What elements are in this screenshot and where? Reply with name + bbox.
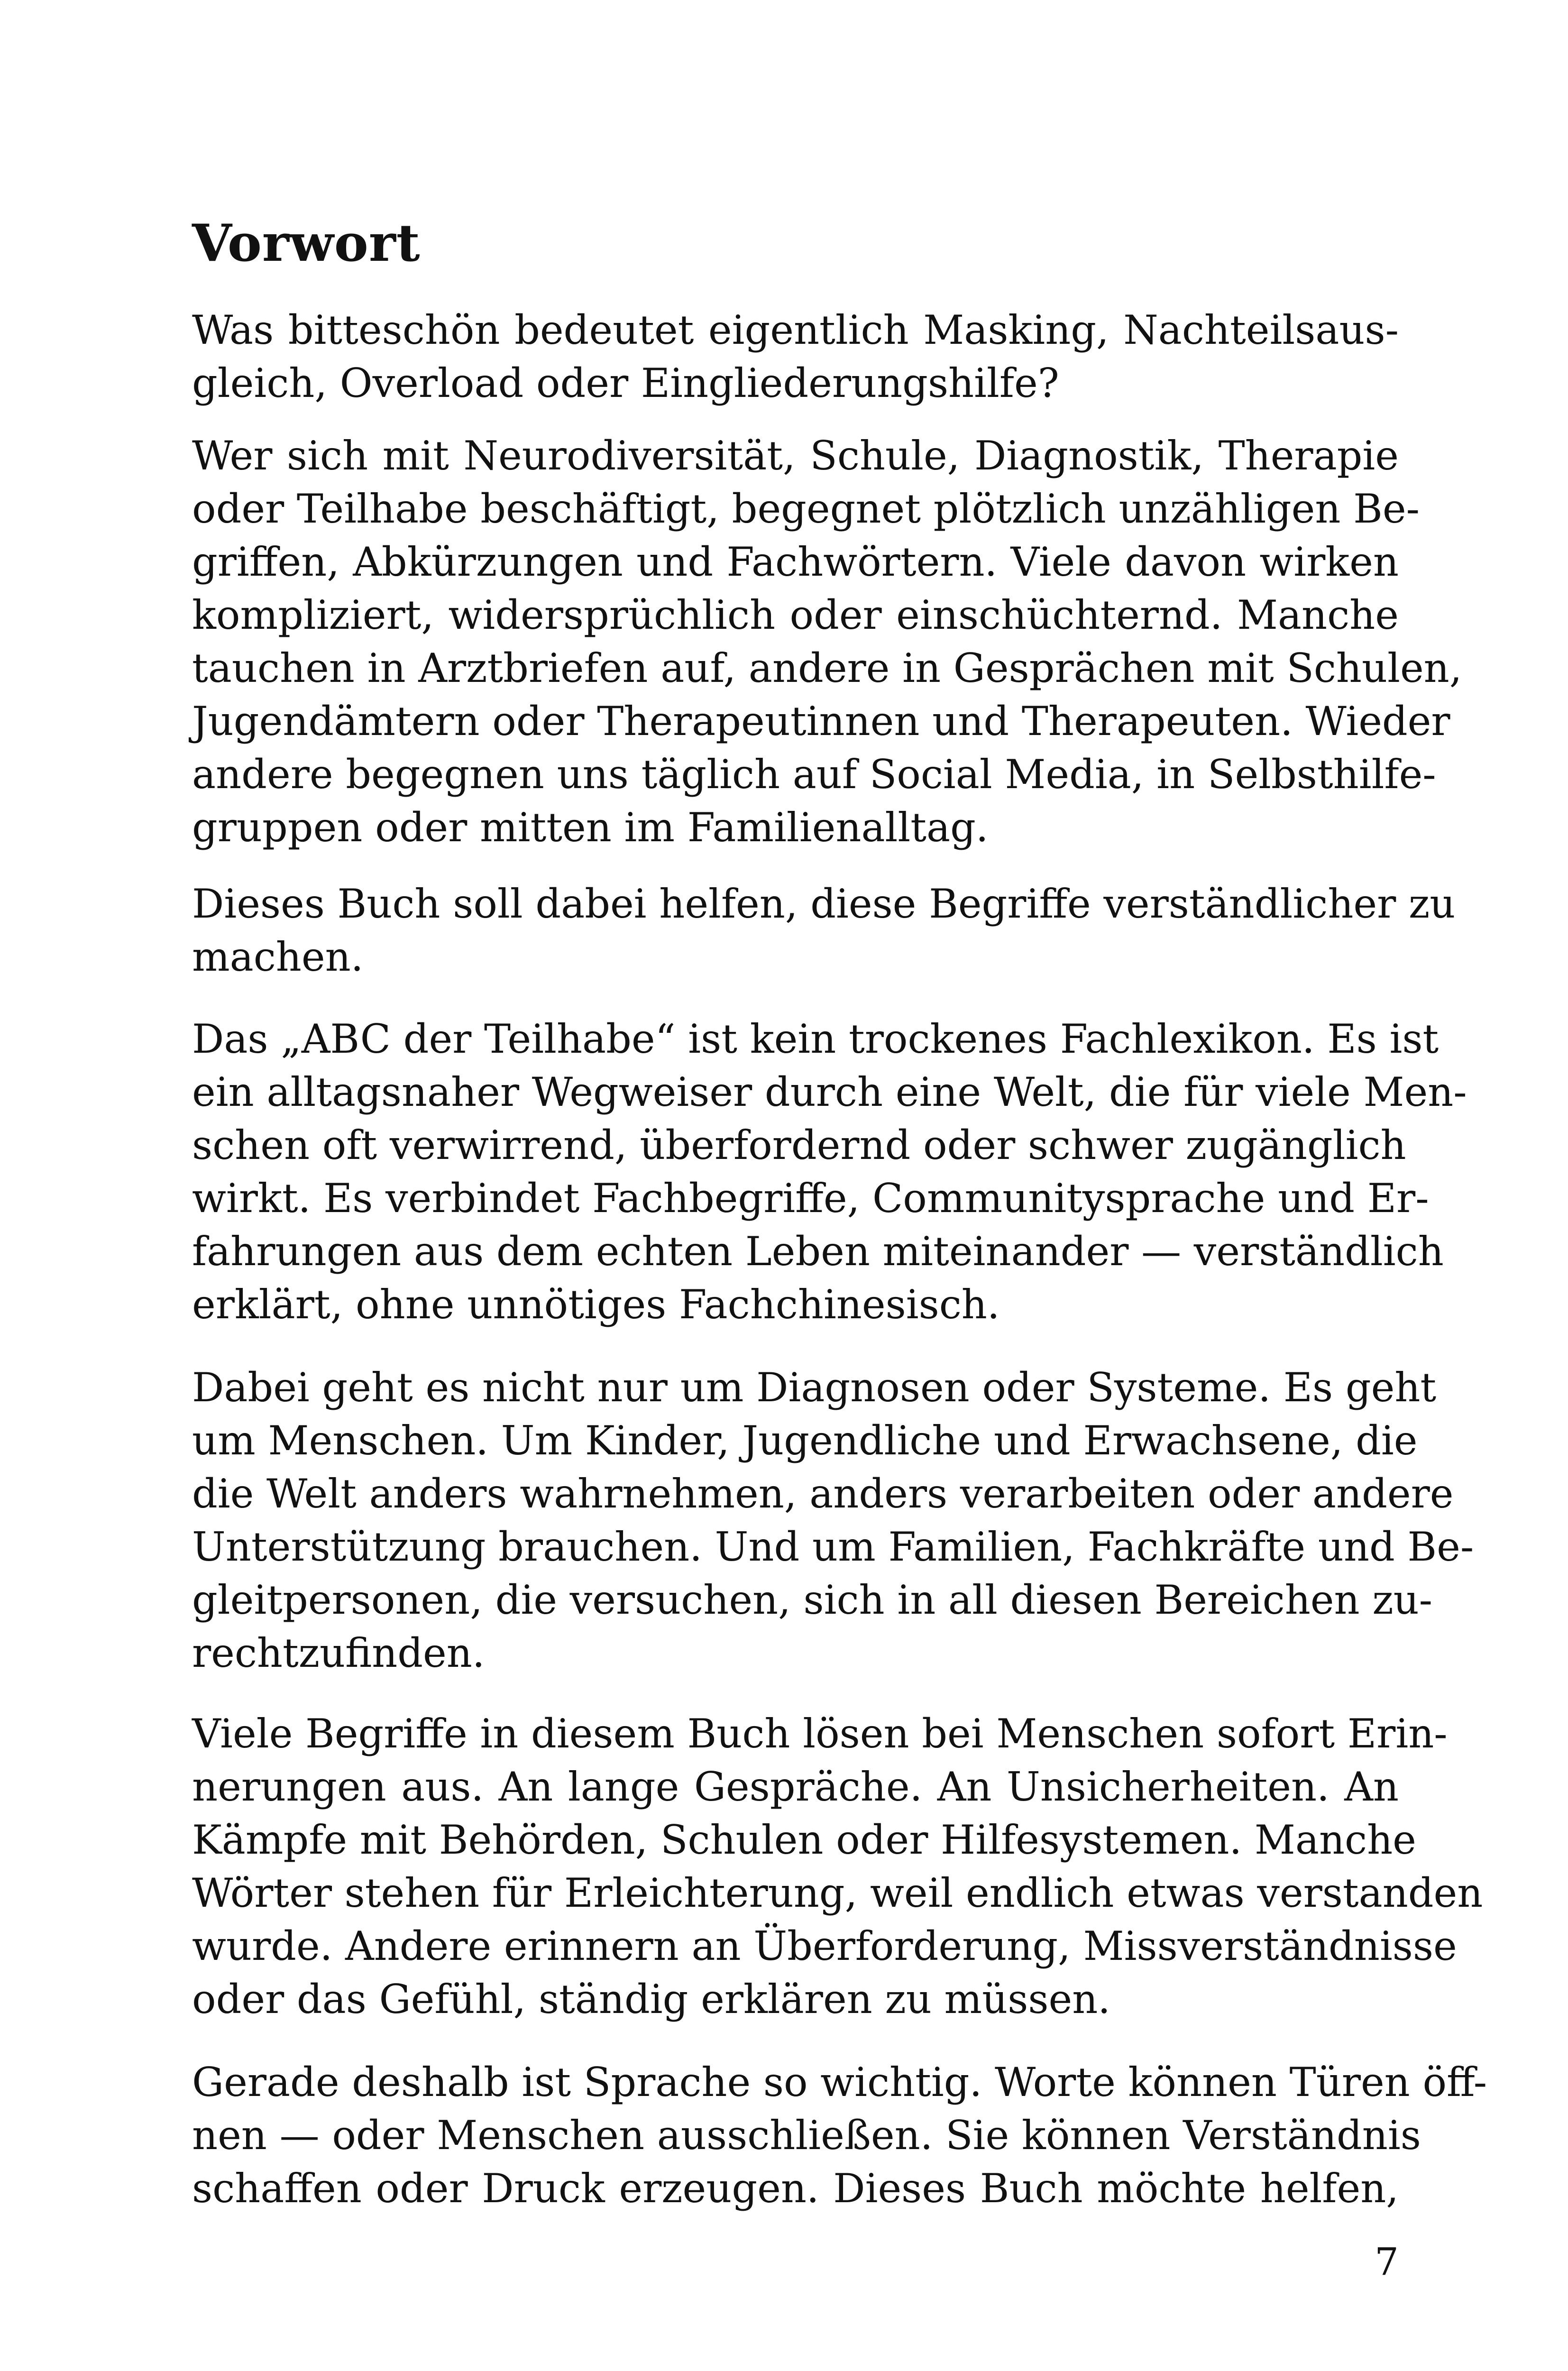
text-line: wirkt. Es verbindet Fachbegriffe, Communitysprache und Er- [192, 1175, 1429, 1222]
text-line: Unterstützung brauchen. Und um Familien, Fachkräfte und Be- [192, 1524, 1474, 1570]
text-line: gleitpersonen, die versuchen, sich in all diesen Bereichen zu- [192, 1577, 1433, 1623]
text-line: schaffen oder Druck erzeugen. Dieses Buch möchte helfen, [192, 2165, 1399, 2212]
text-line: wurde. Andere erinnern an Überforderung, Missverständnisse [192, 1923, 1457, 1969]
text-line: nerungen aus. An lange Gespräche. An Unsicherheiten. An [192, 1764, 1399, 1810]
text-line: Jugendämtern oder Therapeutinnen und Therapeuten. Wieder [192, 698, 1450, 744]
text-line: Dabei geht es nicht nur um Diagnosen oder Systeme. Es geht [192, 1364, 1437, 1411]
text-line: Wörter stehen für Erleichterung, weil endlich etwas verstanden [192, 1870, 1483, 1916]
text-line: um Menschen. Um Kinder, Jugendliche und Erwachsene, die [192, 1417, 1418, 1464]
text-line: Kämpfe mit Behörden, Schulen oder Hilfesystemen. Manche [192, 1817, 1416, 1863]
text-line: ein alltagsnaher Wegweiser durch eine Welt, die für viele Men- [192, 1069, 1467, 1115]
text-line: kompliziert, widersprüchlich oder einschüchternd. Manche [192, 592, 1399, 638]
text-line: Wer sich mit Neurodiversität, Schule, Diagnostik, Therapie [192, 432, 1399, 479]
text-line: gleich, Overload oder Eingliederungshilfe? [192, 360, 1059, 406]
text-line: gruppen oder mitten im Familienalltag. [192, 804, 989, 851]
paragraph-language-importance [192, 2056, 1487, 2215]
paragraph-book-purpose [192, 877, 1456, 983]
text-line: oder Teilhabe beschäftigt, begegnet plötzlich unzähligen Be- [192, 486, 1420, 532]
text-line: Gerade deshalb ist Sprache so wichtig. Worte können Türen öff- [192, 2059, 1487, 2105]
paragraph-intro-question [192, 303, 1399, 410]
text-line: machen. [192, 934, 364, 980]
page-number: 7 [1375, 2240, 1399, 2284]
text-line: die Welt anders wahrnehmen, anders verarbeiten oder andere [192, 1470, 1454, 1517]
text-line: fahrungen aus dem echten Leben miteinander — verständlich [192, 1228, 1444, 1275]
paragraph-terminology-context [192, 429, 1462, 854]
text-line: erklärt, ohne unnötiges Fachchinesisch. [192, 1281, 1000, 1328]
text-line: nen — oder Menschen ausschließen. Sie können Verständnis [192, 2112, 1421, 2159]
text-line: andere begegnen uns täglich auf Social Media, in Selbsthilfe- [192, 751, 1436, 798]
text-line: Was bitteschön bedeutet eigentlich Masking, Nachteilsaus- [192, 307, 1399, 353]
text-line: Das „ABC der Teilhabe“ ist kein trockenes Fachlexikon. Es ist [192, 1016, 1439, 1062]
paragraph-memories [192, 1707, 1483, 2026]
text-line: schen oft verwirrend, überfordernd oder schwer zugänglich [192, 1122, 1406, 1168]
paragraph-abc-description [192, 1012, 1467, 1331]
page-title: Vorwort [192, 213, 421, 273]
text-line: griffen, Abkürzungen und Fachwörtern. Viele davon wirken [192, 539, 1399, 585]
text-line: rechtzufinden. [192, 1630, 485, 1676]
text-line: tauchen in Arztbriefen auf, andere in Gesprächen mit Schulen, [192, 645, 1462, 691]
text-line: Viele Begriffe in diesem Buch lösen bei Menschen sofort Erin- [192, 1710, 1448, 1757]
text-line: Dieses Buch soll dabei helfen, diese Begriffe verständlicher zu [192, 881, 1456, 927]
text-line: oder das Gefühl, ständig erklären zu müssen. [192, 1976, 1111, 2022]
paragraph-people-focus [192, 1361, 1474, 1680]
